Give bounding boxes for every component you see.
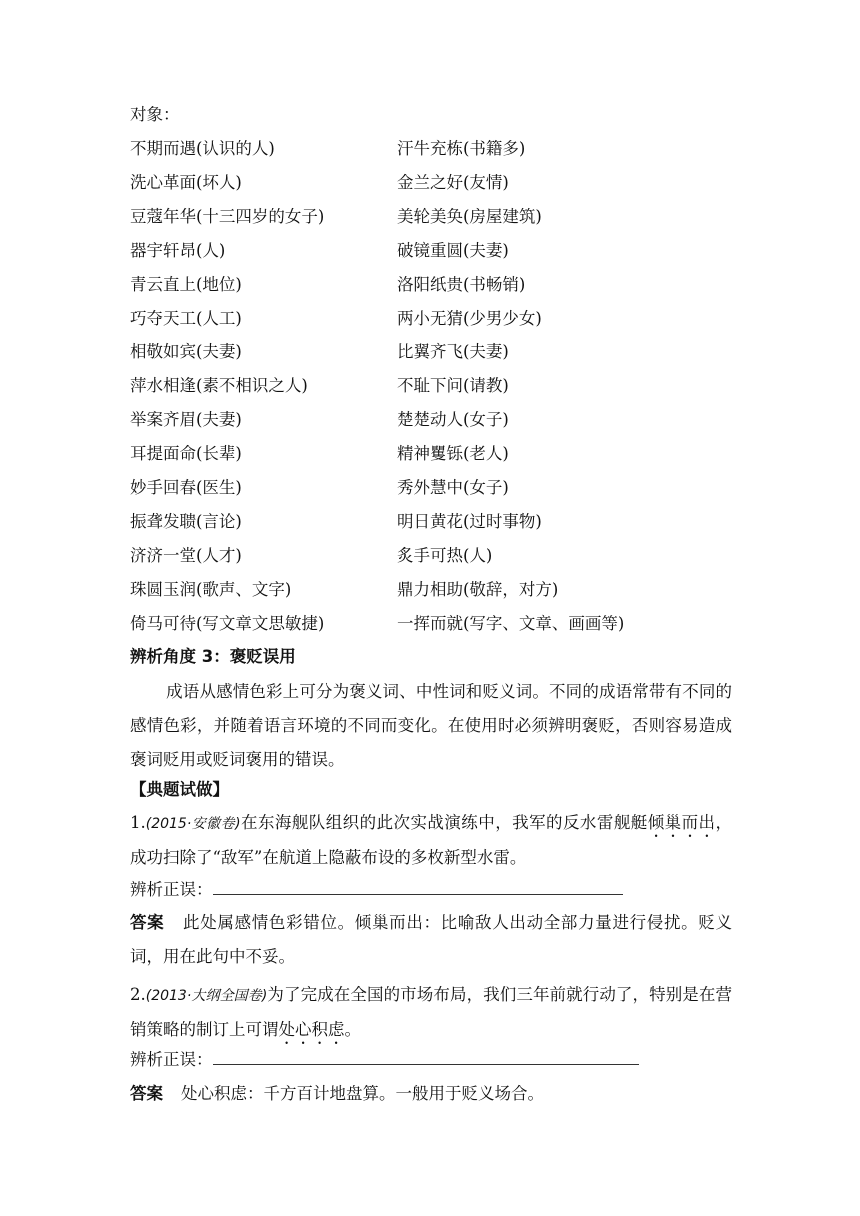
answer-2 — [130, 1082, 544, 1106]
target-idiom: 处心积虑 — [278, 1020, 345, 1039]
answer-blank[interactable] — [213, 878, 623, 895]
question-text: 为了完成在全国的市场布局，我们三年前就行动了，特别是在营销策略的制订上可谓 — [130, 985, 732, 1039]
idiom-left: 妙手回春(医生) — [130, 478, 242, 497]
idiom-left: 耳提面命(长辈) — [130, 444, 242, 464]
idiom-right: 破镜重圆(夫妻) — [397, 240, 509, 260]
section-heading: 辨析角度 3：褒贬误用 — [130, 647, 296, 666]
question-number: 1. — [130, 813, 146, 832]
idiom-right: 秀外慧中(女子) — [397, 478, 509, 497]
idiom-right: 精神矍铄(老人) — [397, 444, 509, 464]
answer-prompt-1 — [130, 878, 623, 902]
idiom-right: 不耻下问(请教) — [397, 376, 509, 396]
idiom-left: 振聋发聩(言论) — [130, 511, 242, 531]
section-body — [130, 675, 732, 777]
idiom-right: 洛阳纸贵(书畅销) — [397, 274, 526, 294]
answer-prompt-2 — [130, 1048, 639, 1072]
idiom-left: 举案齐眉(夫妻) — [130, 410, 242, 430]
idiom-left: 青云直上(地位) — [130, 274, 242, 294]
answer-text: 此处属感情色彩错位。倾巢而出：比喻敌人出动全部力量进行侵扰。贬义词，用在此句中不妥。 — [130, 913, 733, 966]
idiom-left: 倚马可待(写文章文思敏捷) — [130, 613, 325, 633]
answer-prompt-label: 辨析正误： — [130, 1050, 213, 1069]
idiom-right: 美轮美奂(房屋建筑) — [397, 206, 542, 226]
question-text: 在东海舰队组织的此次实战演练中，我军的反水雷舰艇 — [240, 813, 648, 832]
answer-text: 处心积虑：千方百计地盘算。一般用于贬义场合。 — [181, 1084, 544, 1103]
target-idiom: 倾巢而出 — [647, 813, 716, 832]
answer-prompt-label: 辨析正误： — [130, 880, 213, 899]
idiom-left: 巧夺天工(人工) — [130, 308, 242, 328]
idiom-right: 两小无猜(少男少女) — [397, 308, 542, 328]
idiom-left: 洗心革面(坏人) — [130, 172, 242, 192]
section-body-text: 成语从感情色彩上可分为褒义词、中性词和贬义词。不同的成语常带有不同的感情色彩，并随着语言环境的不同而变化。在使用时必须辨明褒贬，否则容易造成褒词贬用或贬词褒用的错误。 — [130, 682, 732, 769]
question-text-end: ，成功扫除了“敌军”在航道上隐蔽布设的多枚新型水雷。 — [130, 813, 733, 867]
idiom-left: 相敬如宾(夫妻) — [130, 342, 242, 362]
idiom-right: 金兰之好(友情) — [397, 172, 509, 192]
answer-blank[interactable] — [213, 1048, 639, 1065]
question-number: 2. — [130, 985, 146, 1004]
idiom-right: 比翼齐飞(夫妻) — [397, 342, 509, 362]
idiom-left: 萍水相逢(素不相识之人) — [130, 376, 308, 396]
idiom-left: 豆蔻年华(十三四岁的女子) — [130, 206, 325, 226]
idiom-right: 一挥而就(写字、文章、画画等) — [397, 613, 625, 633]
idiom-left: 济济一堂(人才) — [130, 545, 242, 565]
example-heading: 【典题试做】 — [130, 780, 229, 799]
answer-label: 答案 — [130, 913, 165, 932]
question-1 — [130, 806, 732, 875]
idiom-right: 楚楚动人(女子) — [397, 410, 509, 430]
question-text-end: 。 — [344, 1020, 361, 1039]
idiom-right: 汗牛充栋(书籍多) — [397, 139, 526, 158]
idiom-right: 明日黄花(过时事物) — [397, 511, 542, 531]
question-source: (2013·大纲全国卷) — [145, 988, 268, 1004]
answer-label: 答案 — [130, 1084, 163, 1103]
idiom-left: 不期而遇(认识的人) — [130, 139, 275, 158]
idiom-left: 珠圆玉润(歌声、文字) — [130, 579, 292, 599]
intro-text: 对象： — [130, 105, 180, 124]
idiom-left: 器宇轩昂(人) — [130, 240, 226, 260]
question-2 — [130, 978, 732, 1048]
answer-1 — [130, 906, 732, 974]
idiom-right: 炙手可热(人) — [397, 545, 493, 565]
question-source: (2015·安徽卷) — [145, 816, 241, 832]
idiom-right: 鼎力相助(敬辞，对方) — [397, 579, 559, 599]
